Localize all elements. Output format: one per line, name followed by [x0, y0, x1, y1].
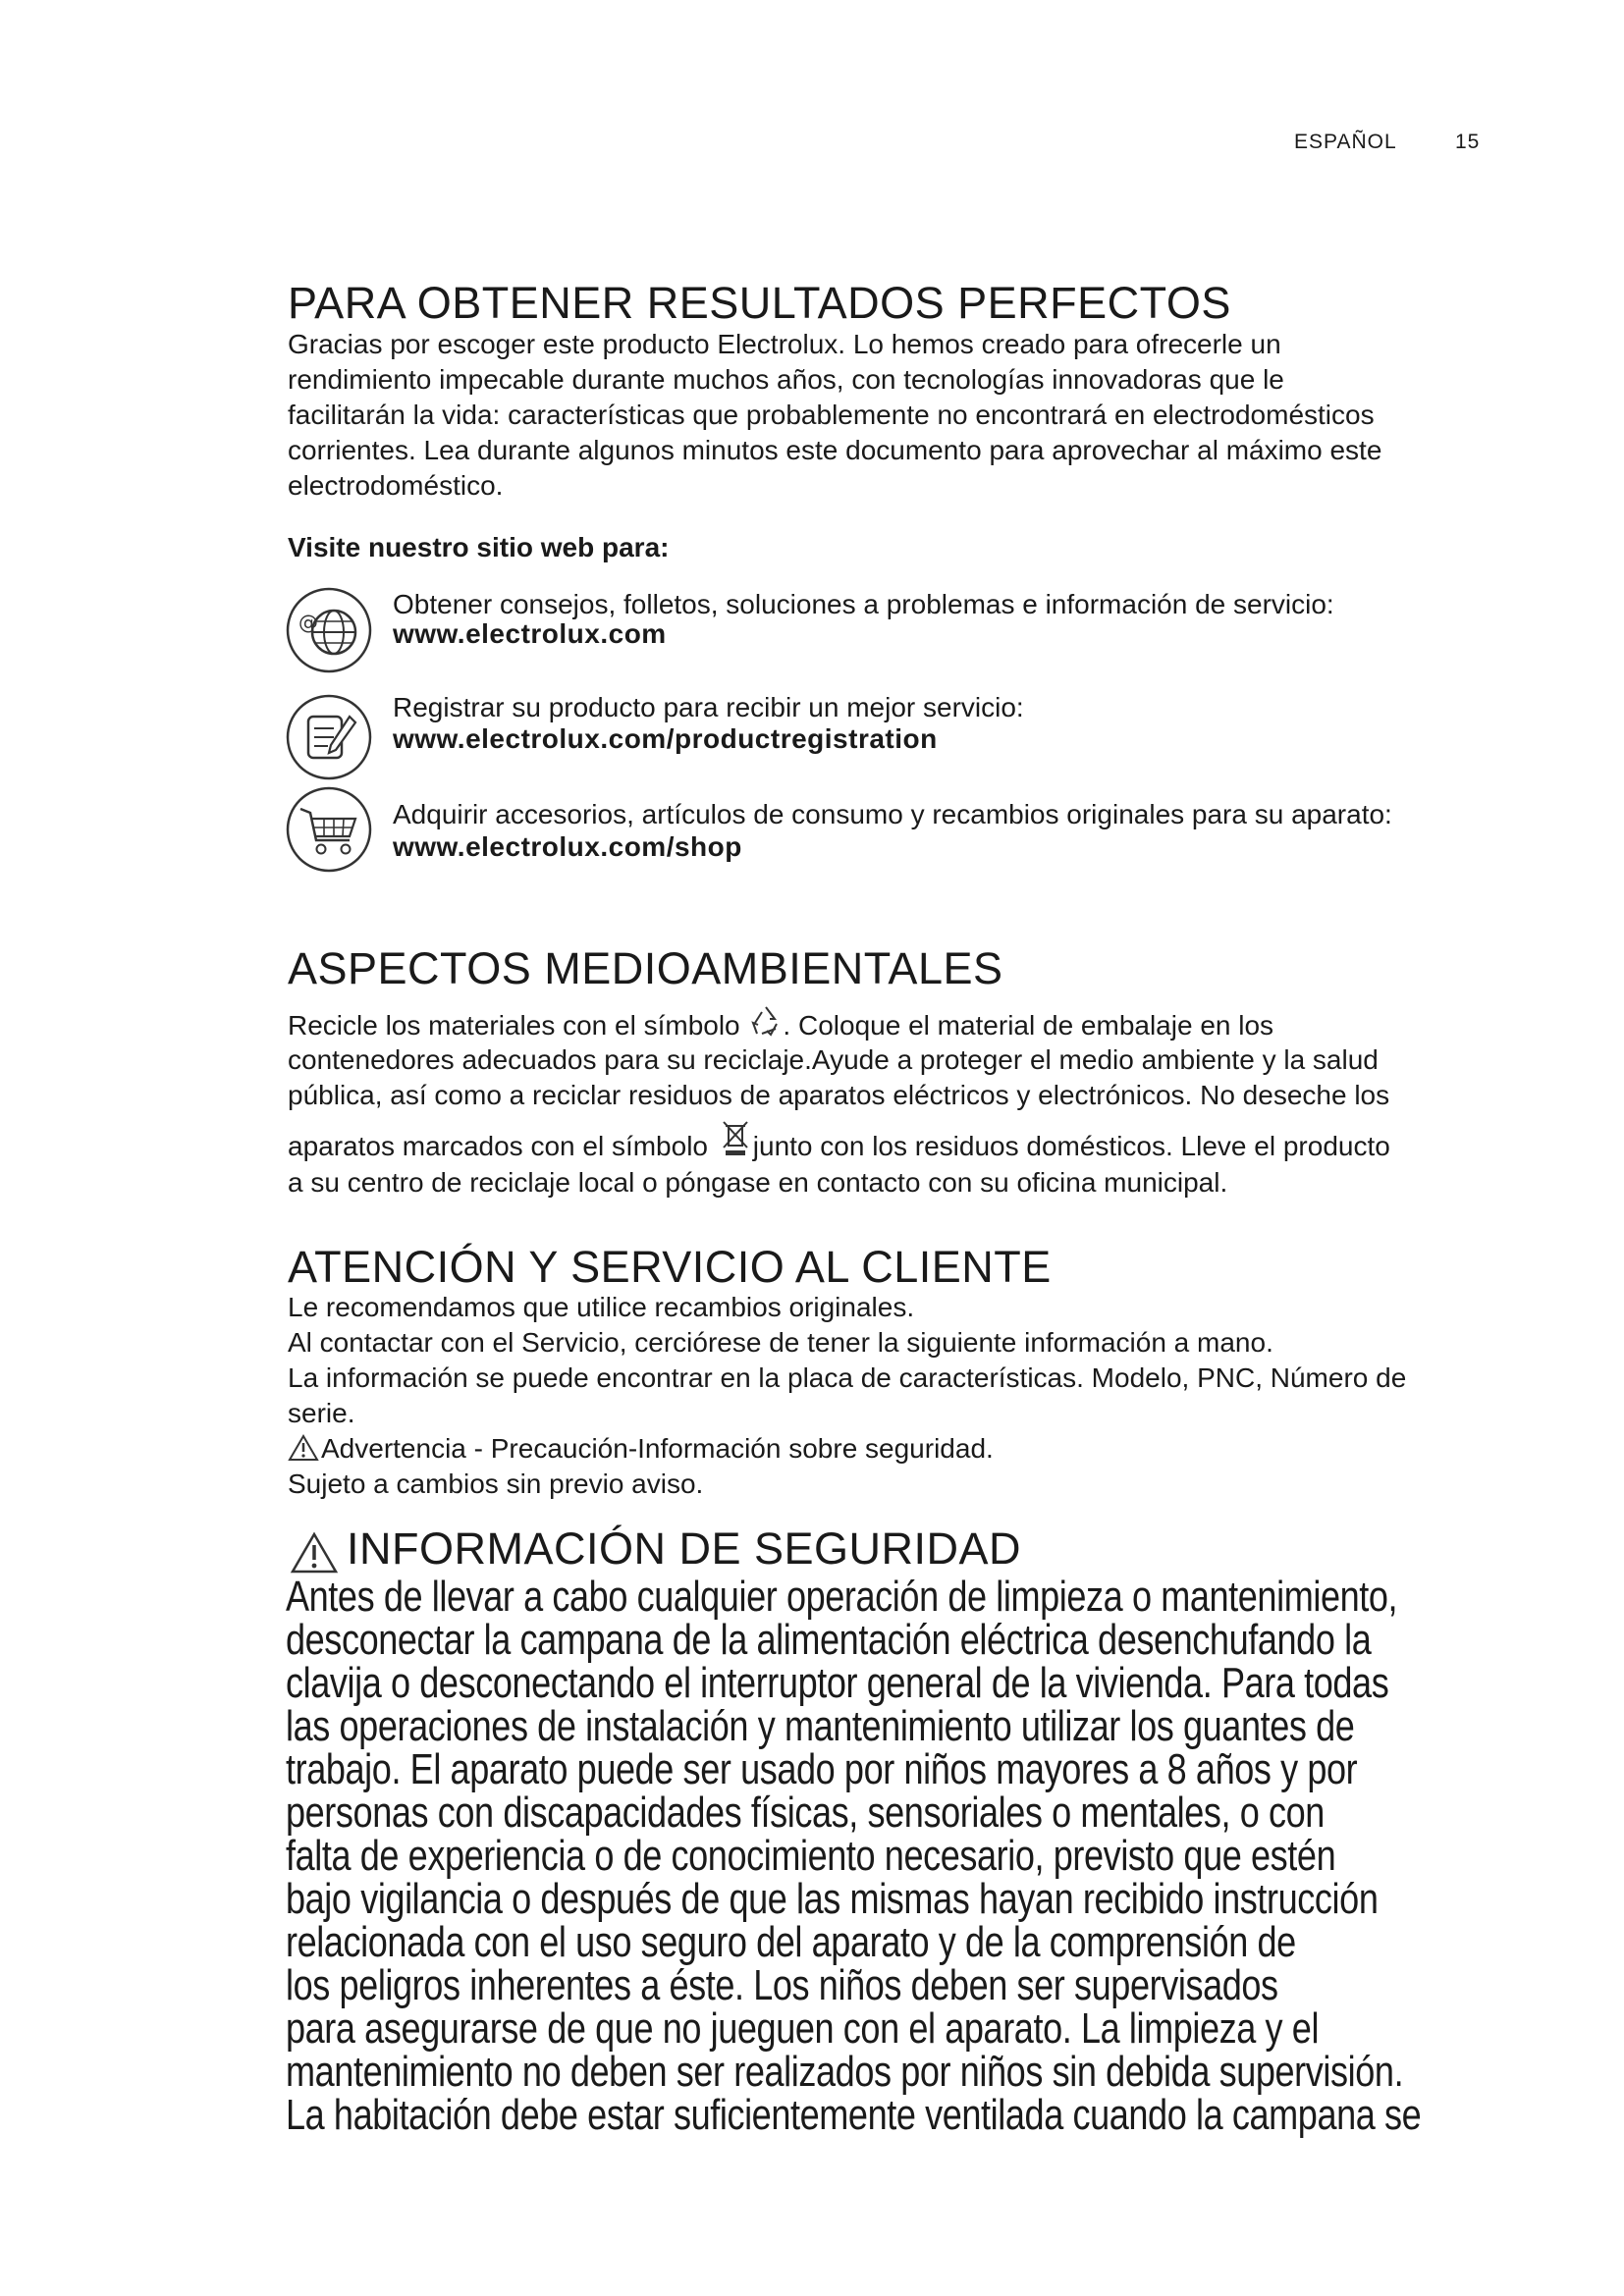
- accessories-text: Adquirir accesorios, artículos de consumo y recambios originales para su aparato:: [393, 799, 1392, 829]
- intro-line: facilitarán la vida: características que probablemente no encontrará en electrodomésticos: [288, 400, 1375, 430]
- section-title-environment: ASPECTOS MEDIOAMBIENTALES: [288, 943, 1003, 993]
- change-notice: Sujeto a cambios sin previo aviso.: [288, 1468, 704, 1499]
- safety-line: desconectar la campana de la alimentación eléctrica desenchufando la: [286, 1616, 1372, 1664]
- safety-line: falta de experiencia o de conocimiento necesario, previsto que estén: [286, 1832, 1336, 1880]
- safety-line: personas con discapacidades físicas, sensoriales o mentales, o con: [286, 1789, 1325, 1837]
- register-edit-icon: [285, 693, 373, 781]
- intro-line: Gracias por escoger este producto Electrolux. Lo hemos creado para ofrecerle un: [288, 329, 1281, 359]
- warning-icon: [290, 1531, 339, 1575]
- warning-text: Advertencia - Precaución-Información sobre seguridad.: [321, 1433, 994, 1464]
- env-line-3: pública, así como a reciclar residuos de aparatos eléctricos y electrónicos. No deseche los: [288, 1080, 1390, 1110]
- language-label: ESPAÑOL: [1294, 131, 1397, 153]
- safety-line: La habitación debe estar suficientemente ventilada cuando la campana se: [286, 2091, 1422, 2139]
- intro-line: rendimiento impecable durante muchos años, con tecnologías innovadoras que le: [288, 364, 1284, 395]
- env-line-4: [288, 1129, 1390, 1164]
- service-line: Le recomendamos que utilice recambios originales.: [288, 1292, 915, 1322]
- safety-line: los peligros inherentes a éste. Los niños deben ser supervisados: [286, 1961, 1278, 2009]
- link-electrolux-com[interactable]: www.electrolux.com: [393, 618, 667, 649]
- safety-line: mantenimiento no deben ser realizados por niños sin debida supervisión.: [286, 2048, 1404, 2096]
- env-line-1-start: Recicle los materiales con el símbolo: [288, 1010, 740, 1041]
- section-title-safety-row: [288, 1523, 1021, 1575]
- crossed-bin-icon: [720, 1118, 751, 1157]
- warning-icon: [288, 1434, 319, 1462]
- service-warning-line: [288, 1431, 1406, 1467]
- safety-line: Antes de llevar a cabo cualquier operación de limpieza o mantenimiento,: [286, 1573, 1398, 1621]
- safety-paragraph: [286, 1575, 1624, 2137]
- intro-paragraph: [288, 327, 1381, 504]
- safety-line: relacionada con el uso seguro del aparato y de la comprensión de: [286, 1918, 1296, 1966]
- safety-line: bajo vigilancia o después de que las mismas hayan recibido instrucción: [286, 1875, 1379, 1923]
- intro-line: electrodoméstico.: [288, 470, 504, 501]
- section-title-service: ATENCIÓN Y SERVICIO AL CLIENTE: [288, 1242, 1052, 1292]
- service-line: serie.: [288, 1398, 355, 1428]
- service-line: La información se puede encontrar en la placa de características. Modelo, PNC, Número de: [288, 1362, 1407, 1393]
- link-product-registration[interactable]: www.electrolux.com/productregistration: [393, 723, 938, 754]
- env-line-2: contenedores adecuados para su reciclaje.Ayude a proteger el medio ambiente y la salud: [288, 1044, 1379, 1075]
- safety-line: para asegurarse de que no jueguen con el aparato. La limpieza y el: [286, 2004, 1320, 2053]
- web-globe-icon: [285, 586, 373, 674]
- section-title-safety: INFORMACIÓN DE SEGURIDAD: [347, 1523, 1022, 1574]
- env-line-4-start: aparatos marcados con el símbolo: [288, 1131, 708, 1161]
- link-electrolux-shop[interactable]: www.electrolux.com/shop: [393, 831, 742, 862]
- svg-text:@: @: [298, 611, 318, 634]
- section-title-perfect: PARA OBTENER RESULTADOS PERFECTOS: [288, 278, 1231, 328]
- website-label: Visite nuestro sitio web para:: [288, 532, 670, 562]
- safety-line: trabajo. El aparato puede ser usado por niños mayores a 8 años y por: [286, 1745, 1358, 1793]
- safety-line: las operaciones de instalación y mantenimiento utilizar los guantes de: [286, 1702, 1355, 1750]
- env-line-5: a su centro de reciclaje local o póngase en contacto con su oficina municipal.: [288, 1167, 1228, 1198]
- intro-line: corrientes. Lea durante algunos minutos este documento para aprovechar al máximo este: [288, 435, 1382, 465]
- service-paragraph: [288, 1290, 1406, 1502]
- recycle-icon: [749, 1004, 783, 1038]
- page-number: 15: [1455, 131, 1481, 153]
- shopping-cart-icon: [285, 785, 373, 874]
- service-info-text: Obtener consejos, folletos, soluciones a problemas e información de servicio:: [393, 589, 1334, 619]
- env-line-1: [288, 1008, 1273, 1043]
- env-line-4-end: junto con los residuos domésticos. Lleve el producto: [752, 1131, 1390, 1161]
- register-text: Registrar su producto para recibir un mejor servicio:: [393, 692, 1024, 722]
- service-line: Al contactar con el Servicio, cerciórese de tener la siguiente información a mano.: [288, 1327, 1273, 1358]
- safety-line: clavija o desconectando el interruptor general de la vivienda. Para todas: [286, 1659, 1389, 1707]
- env-line-1-end: . Coloque el material de embalaje en los: [783, 1010, 1274, 1041]
